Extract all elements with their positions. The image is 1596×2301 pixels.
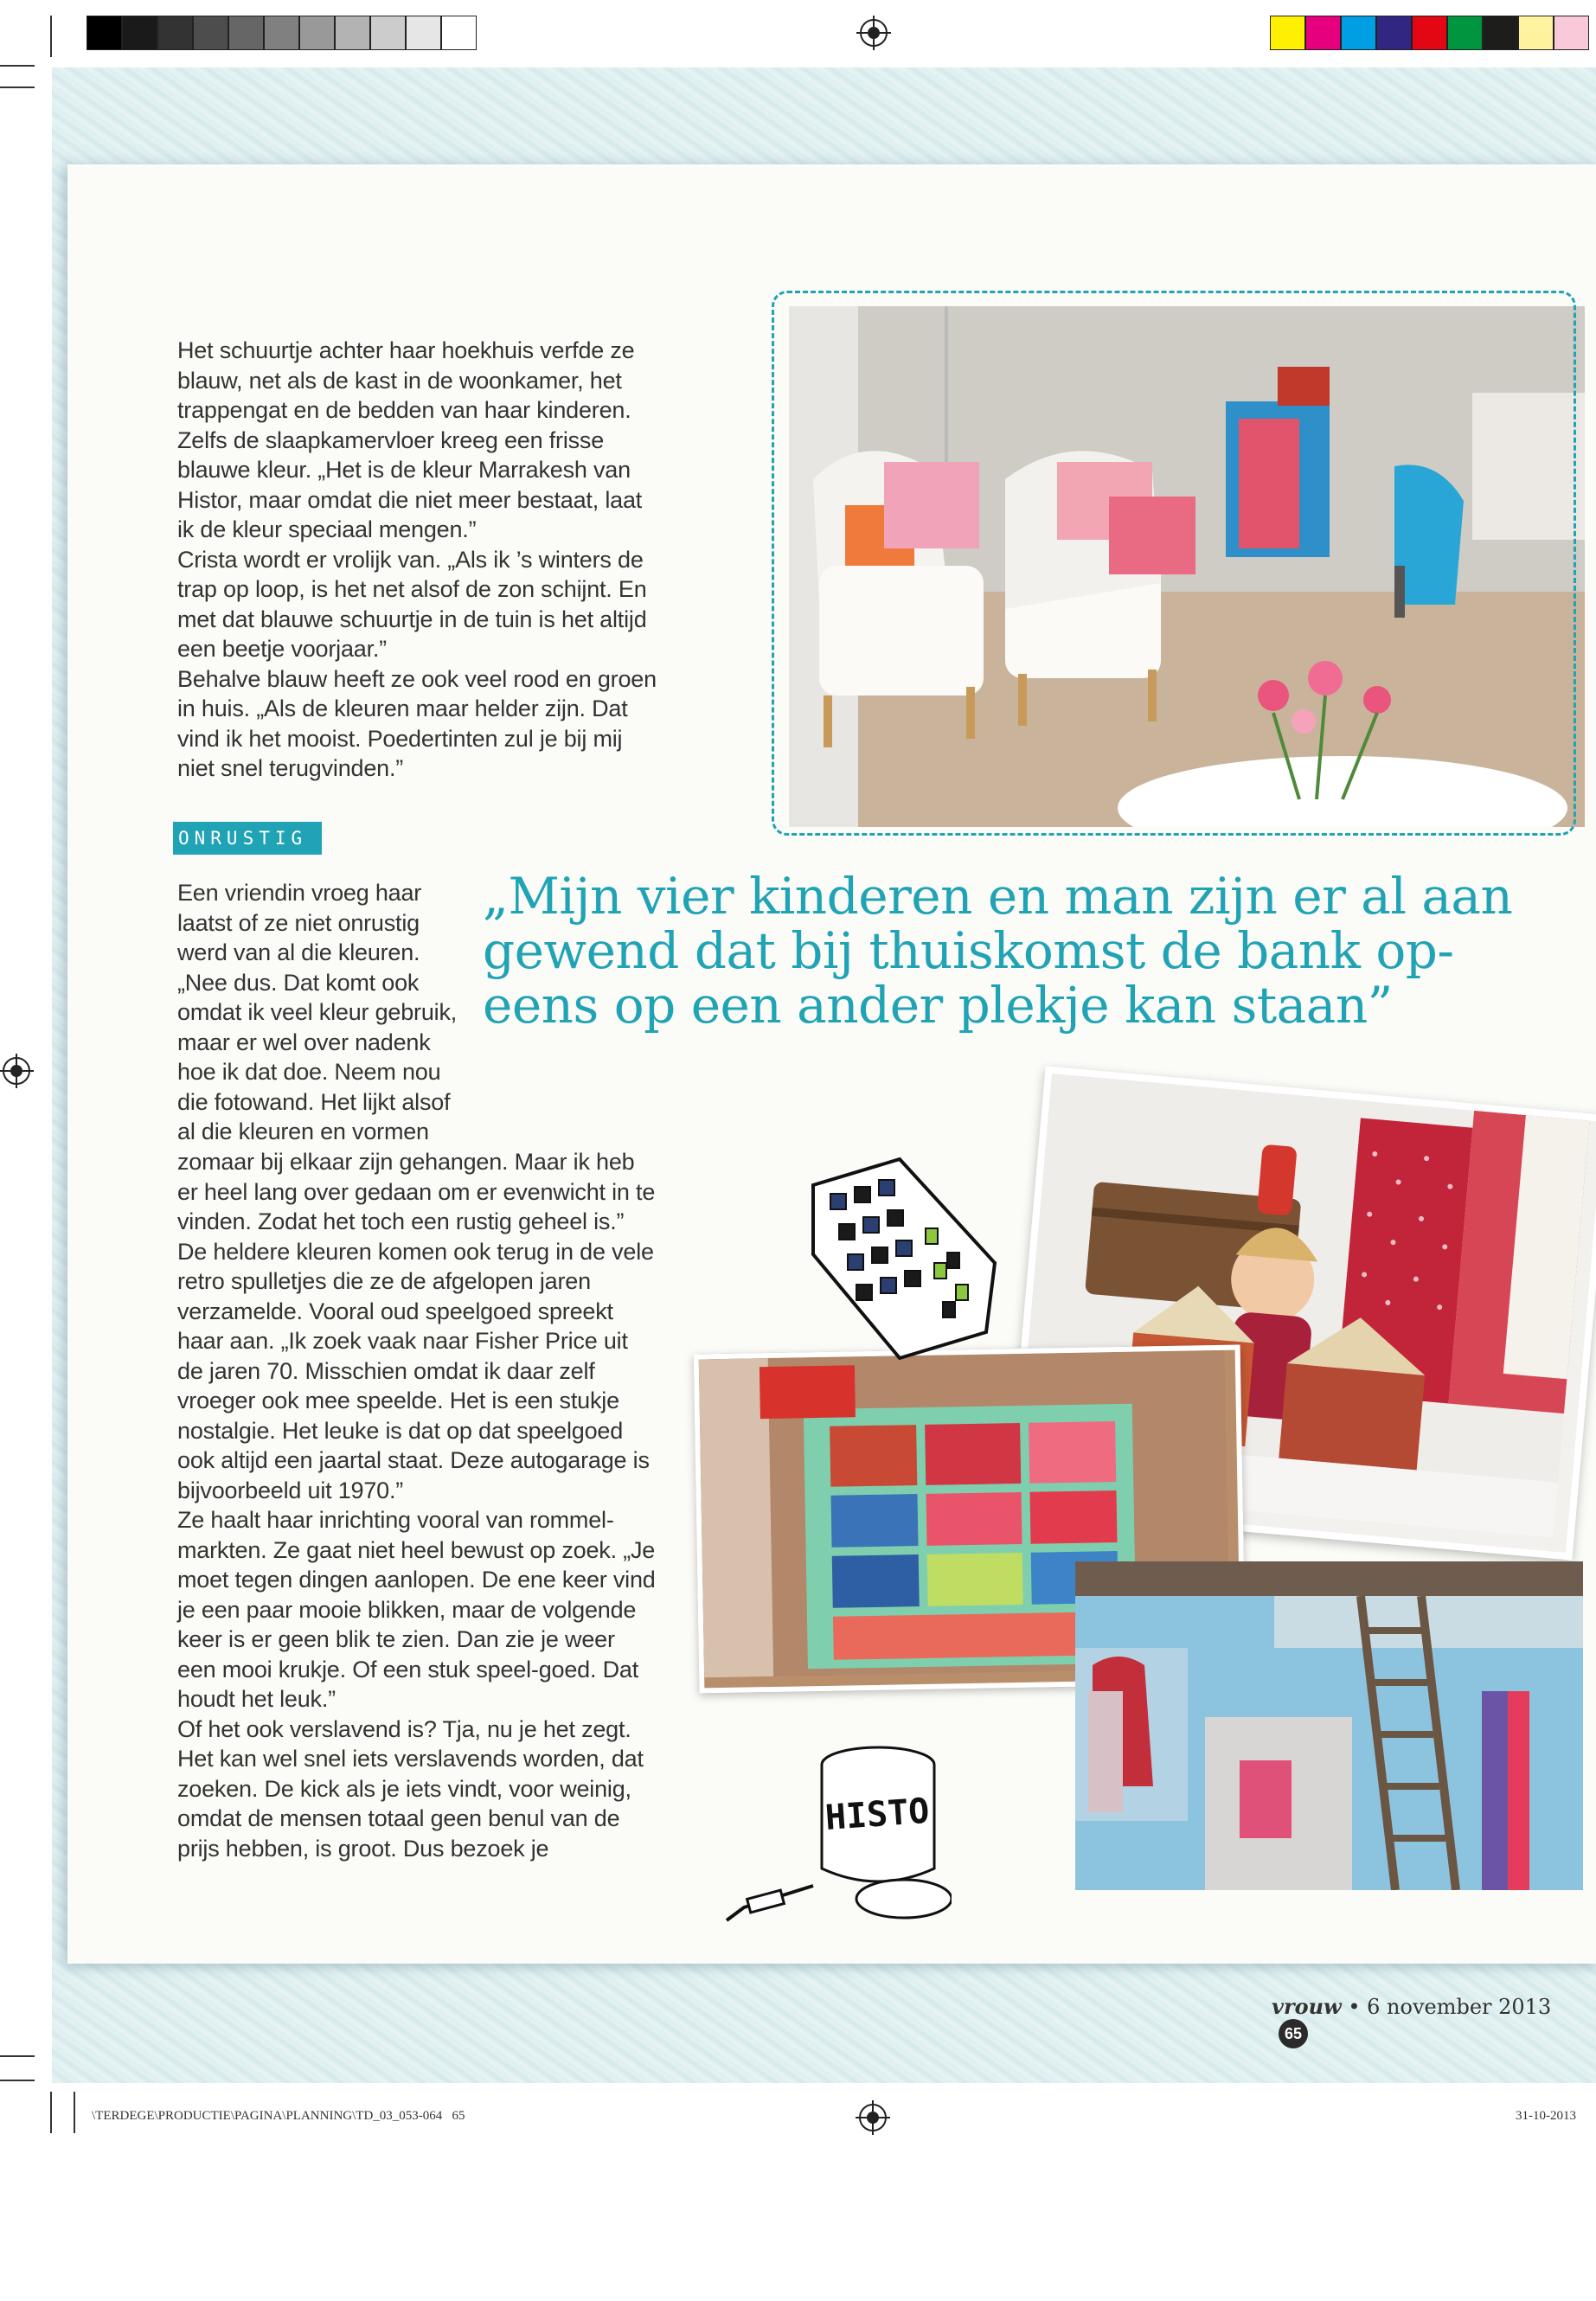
calibration-swatch (157, 16, 193, 50)
text-line: omdat ik veel kleur gebruik, (177, 999, 458, 1025)
registration-mark-top (860, 19, 888, 47)
calibration-swatch (370, 16, 406, 50)
calibration-swatch (122, 16, 157, 50)
calibration-swatch (264, 16, 299, 50)
section-label: ONRUSTIG (173, 822, 322, 855)
calibration-swatch (1554, 16, 1589, 50)
registration-mark-bottom (859, 2104, 887, 2131)
crop-mark (74, 2092, 75, 2133)
calibration-swatch (1483, 16, 1518, 50)
building-doodle-icon (804, 1150, 1003, 1384)
text-line: laatst of ze niet onrustig (177, 909, 420, 936)
grey-calibration-bar (87, 16, 477, 50)
slug-path: \TERDEGE\PRODUCTIE\PAGINA\PLANNING\TD_03_053-064 (92, 2109, 443, 2123)
paragraph: Ze haalt haar inrichting vooral van rommel-markten. Ze gaat niet heel bewust op zoek. „Je moet tegen dingen aanlopen. De ene keer vind je een paar mooie blikken, maar de volgende keer is er geen blik te zien. Dan zie je weer een mooi krukje. Of een stuk speel-goed. Dat houdt het leuk.” (177, 1507, 656, 1712)
text-line: Een vriendin vroeg haar (177, 880, 422, 906)
slug-line (92, 2109, 465, 2124)
text-line: werd van al die kleuren. (177, 939, 420, 965)
paint-can-label: HISTO (824, 1791, 931, 1838)
crop-mark (0, 2080, 35, 2081)
loft-illustration (1075, 1561, 1583, 1890)
paragraph: Behalve blauw heeft ze ook veel rood en groen in huis. „Als de kleuren maar helder zijn. Dat vind ik het mooist. Poedertinten zul je bij mij niet snel terugvinden.” (177, 665, 657, 781)
dashed-photo-frame (772, 291, 1576, 836)
magazine-name: vrouw (1272, 1994, 1342, 2019)
photo-blue-loft (1075, 1561, 1583, 1890)
text-line: al die kleuren en vormen (177, 1118, 429, 1144)
calibration-swatch (1341, 16, 1376, 50)
page-footer (1272, 1994, 1574, 2042)
calibration-swatch (193, 16, 228, 50)
text-line: die fotowand. Het lijkt alsof (177, 1088, 451, 1115)
paragraph: zomaar bij elkaar zijn gehangen. Maar ik heb er heel lang over gedaan om er evenwicht in te vinden. Zodat het toch een rustig geheel is.” (177, 1149, 656, 1234)
calibration-swatch (87, 16, 122, 50)
text-line: maar er wel over nadenk (177, 1029, 431, 1055)
footer-separator: • (1348, 1995, 1361, 2019)
text-line: „Nee dus. Dat komt ook (177, 969, 420, 996)
calibration-swatch (1376, 16, 1412, 50)
paragraph: De heldere kleuren komen ook terug in de vele retro spulletjes die ze de afgelopen jaren verzamelde. Vooral oud speelgoed spreekt haar aan. „Ik zoek vaak naar Fisher Price uit de jaren 70. Misschien omdat ik daar zelf vroeger ook mee speelde. Het is een stukje nostalgie. Het leuke is dat op dat speelgoed ook altijd een jaartal staat. Deze autogarage is bijvoorbeeld uit 1970.” (177, 1238, 654, 1503)
article-column-1 (177, 336, 657, 784)
slug-page: 65 (452, 2109, 465, 2123)
crop-mark (50, 2092, 52, 2133)
slug-date: 31-10-2013 (1516, 2109, 1576, 2123)
calibration-swatch (299, 16, 335, 50)
color-calibration-bar (1270, 16, 1589, 50)
calibration-swatch (1270, 16, 1305, 50)
crop-mark (0, 65, 35, 67)
paragraph: Of het ook verslavend is? Tja, nu je het zegt. Het kan wel snel iets verslavends worden, dat zoeken. De kick als je iets vindt, voor weinig, omdat de mensen totaal geen benul van de prijs hebben, is groot. Dus bezoek je (177, 1715, 644, 1862)
calibration-swatch (1305, 16, 1341, 50)
calibration-swatch (1447, 16, 1483, 50)
crop-mark (0, 87, 35, 88)
pull-quote: „Mijn vier kinderen en man zijn er al aan gewend dat bij thuiskomst de bank op-eens op een ander plekje kan staan” (483, 867, 1513, 1035)
calibration-swatch (1518, 16, 1554, 50)
calibration-swatch (1412, 16, 1447, 50)
calibration-swatch (406, 16, 441, 50)
registration-mark-left (3, 1057, 30, 1085)
article-column-2 (177, 1147, 657, 1863)
article-column-2-intro (177, 878, 471, 1147)
text-line: hoe ik dat doe. Neem nou (177, 1059, 441, 1085)
paint-can-doodle-icon (718, 1721, 952, 1929)
issue-date: 6 november 2013 (1367, 1995, 1552, 2019)
paragraph: Crista wordt er vrolijk van. „Als ik ’s winters de trap op loop, is het net alsof de zon schijnt. En met dat blauwe schuurtje in de tuin is het altijd een beetje voorjaar.” (177, 546, 647, 662)
calibration-swatch (335, 16, 370, 50)
crop-mark (0, 2055, 35, 2057)
calibration-swatch (228, 16, 264, 50)
calibration-swatch (441, 16, 477, 50)
crop-mark (50, 16, 52, 57)
page-number: 65 (1279, 2019, 1308, 2048)
paragraph: Het schuurtje achter haar hoekhuis verfde ze blauw, net als de kast in de woonkamer, het trappengat en de bedden van haar kinderen. Zelfs de slaapkamervloer kreeg een frisse blauwe kleur. „Het is de kleur Marrakesh van Histor, maar omdat die niet meer bestaat, laat ik de kleur speciaal mengen.” (177, 337, 643, 542)
